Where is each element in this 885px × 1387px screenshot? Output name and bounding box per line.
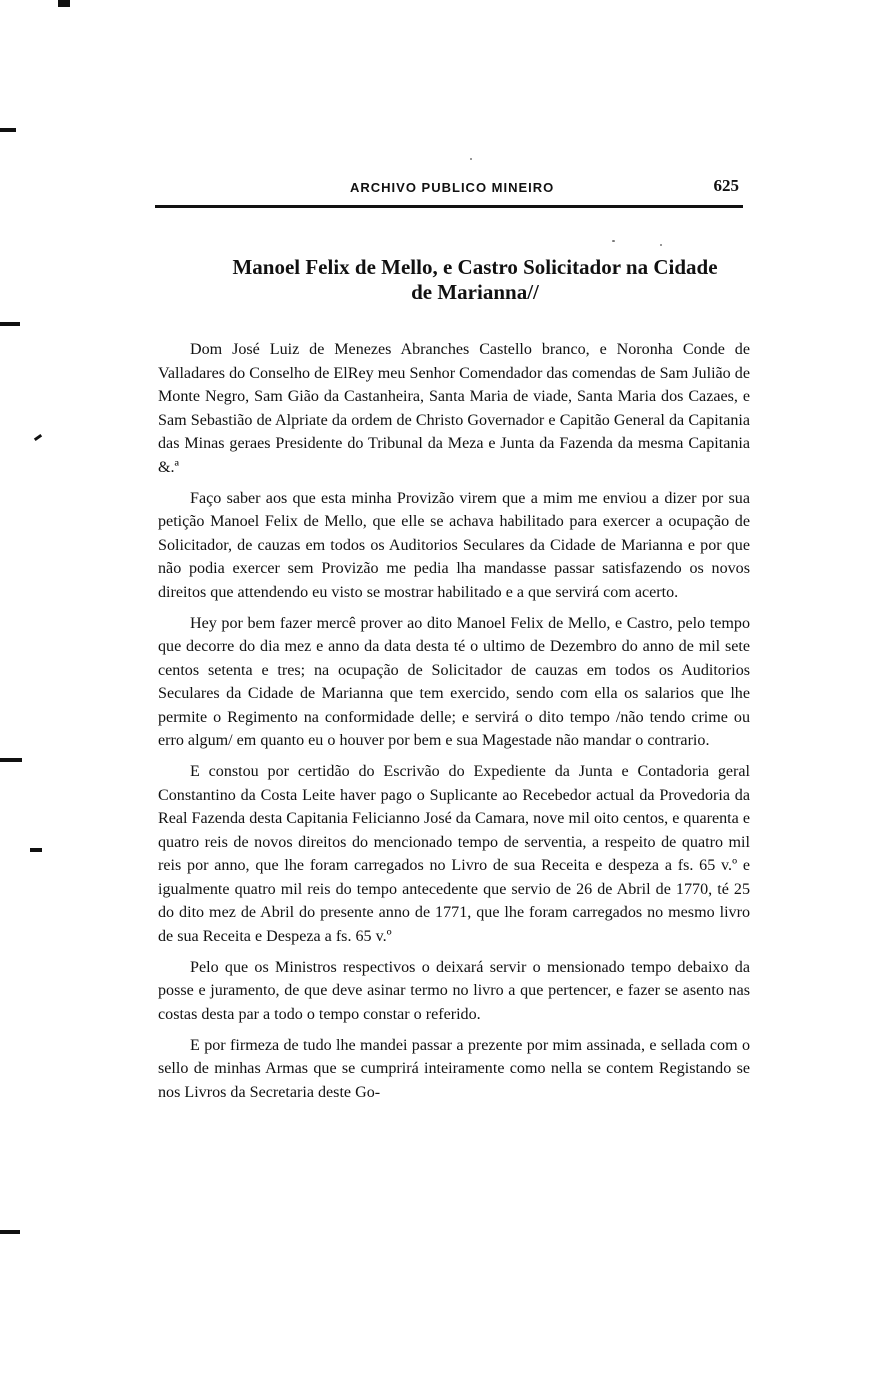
title-line-2: de Marianna// <box>411 280 539 304</box>
margin-mark <box>34 434 42 441</box>
margin-mark <box>0 322 20 326</box>
paragraph: Pelo que os Ministros respectivos o deixará servir o mensionado tempo debaixo da posse e juramento, de que deve asinar termo no livro a que pertencer, e fazer se asento nas costas desta par a todo o tempo constar o referido. <box>158 958 750 1023</box>
margin-mark <box>0 1230 20 1234</box>
paragraph: Faço saber aos que esta minha Provizão virem que a mim me enviou a dizer por sua petição Manoel Felix de Mello, que elle se achava habilitado para exercer a ocupação de Solicitador, de cauzas em todos os Auditorios Seculares da Cidade de Marianna e por que não podia exercer sem Provizão me pedia lha mandasse passar satisfazendo os novos direitos que attendendo eu visto se mostrar habilitado e a que servirá com acerto. <box>158 489 750 601</box>
paragraph: Hey por bem fazer mercê prover ao dito Manoel Felix de Mello, e Castro, pelo tempo que decorre do dia mez e anno da data desta té o ultimo de Dezembro do anno de mil sete centos setenta e tres; na ocupação de Solicitador de cauzas em todos os Auditorios Seculares da Cidade de Marianna que tem exercido, sendo com ella os salarios que lhe permite o Regimento na conformidade delle; e servirá o dito tempo /não tendo crime ou erro algum/ em quanto eu o houver por bem e sua Magestade não mandar o contrario. <box>158 614 750 749</box>
margin-mark <box>0 128 16 132</box>
scan-speck <box>660 244 662 246</box>
title-line-1: Manoel Felix de Mello, e Castro Solicitador na Cidade <box>232 255 718 279</box>
paragraph: E constou por certidão do Escrivão do Expediente da Junta e Contadoria geral Constantino da Costa Leite haver pago o Suplicante ao Recebedor actual da Provedoria da Real Fazenda desta Capitania Felicianno José da Camara, nove mil oito centos, e quarenta e quatro reis de novos direitos do mencionado tempo de serventia, a respeito de quatro mil reis por anno, que lhe foram carregados no Livro de sua Receita e despeza a fs. 65 v.º e igualmente quatro mil reis do tempo antecedente que servio de 26 de Abril de 1770, té 25 do dito mez de Abril do presente anno de 1771, que lhe foram carregados no mesmo livro de sua Receita e Despeza a fs. 65 v.º <box>158 763 750 945</box>
margin-mark <box>0 758 22 762</box>
margin-mark <box>58 0 70 7</box>
page-number: 625 <box>713 176 739 195</box>
scan-speck <box>612 240 615 242</box>
document-title <box>160 255 790 305</box>
header-rule <box>155 205 743 208</box>
paragraph: E por firmeza de tudo lhe mandei passar a prezente por mim assinada, e sellada com o sello de minhas Armas que se cumprirá inteiramente como nella se contem Registando se nos Livros da Secretaria deste Go- <box>158 1036 750 1101</box>
running-header <box>155 176 743 206</box>
scan-speck <box>470 158 472 160</box>
margin-mark <box>30 848 42 852</box>
body-text <box>158 338 750 1104</box>
paragraph: Dom José Luiz de Menezes Abranches Castello branco, e Noronha Conde de Valladares do Conselho de ElRey meu Senhor Comendador das comendas de Sam Julião de Monte Negro, Sam Gião da Castanheira, Santa Maria de viade, Santa Maria dos Cazaes, e Sam Sebastião de Alpriate da ordem de Christo Governador e Capitão General da Capitania das Minas geraes Presidente do Tribunal da Meza e Junta da Fazenda da mesma Capitania &.ª <box>158 341 750 476</box>
journal-title: ARCHIVO PUBLICO MINEIRO <box>350 180 555 195</box>
